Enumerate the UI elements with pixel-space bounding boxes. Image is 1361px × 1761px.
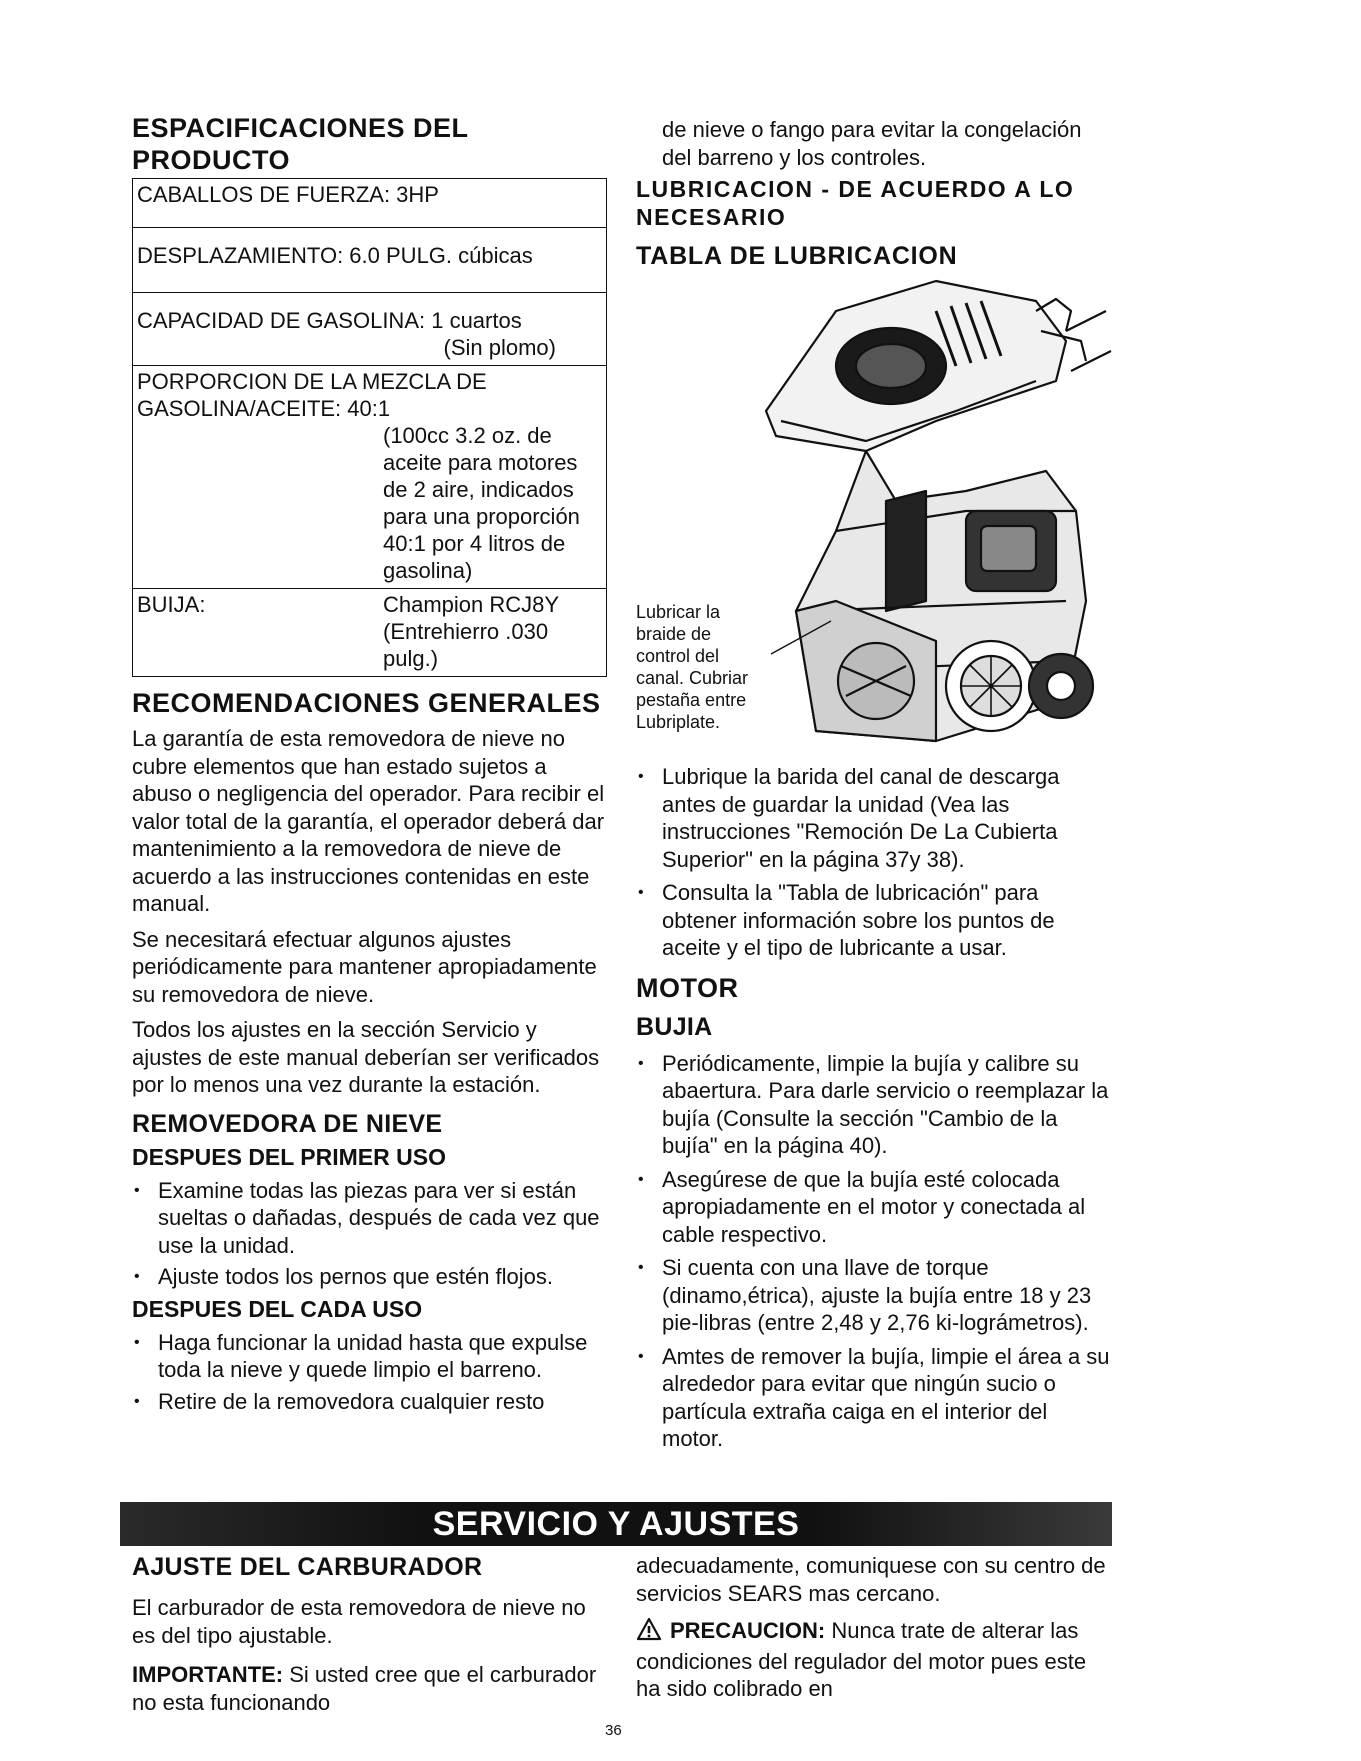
- list-item: • Periódicamente, limpie la bujía y calibre su abaertura. Para darle servicio o reemplazar la bujía (Consulte la sección "Cambio de la bujía" en la página 40).: [636, 1050, 1114, 1160]
- page-number: 36: [605, 1722, 622, 1739]
- spec-title: ESPACIFICACIONES DEL PRODUCTO: [132, 113, 469, 175]
- spec-row-fuel: [133, 293, 607, 366]
- section-banner-title: SERVICIO Y AJUSTES: [432, 1504, 800, 1543]
- lubrication-table-title: TABLA DE LUBRICACION: [636, 242, 958, 270]
- mix-note-line: para una proporción: [383, 504, 580, 529]
- callout-line: pestaña entre: [636, 690, 747, 710]
- right-column: [636, 112, 1114, 1453]
- spec-table: [132, 178, 607, 677]
- spec-plug-value: [383, 591, 559, 672]
- spec-plug-label: BUIJA:: [137, 592, 206, 617]
- important-text: Si usted cree que el carburador no esta funcionando: [132, 1662, 597, 1715]
- general-title: RECOMENDACIONES GENERALES: [132, 688, 601, 718]
- important-label: IMPORTANTE:: [132, 1662, 284, 1687]
- general-paragraph-1: La garantía de esta removedora de nieve no cubre elementos que han estado sujetos a abuso o negligencia del operador. Para recibir el valor total de la garantía, el operador deberá dar mantenimiento a la removedora de nieve de acuerdo a las instrucciones contenidas en este manual.: [132, 726, 605, 916]
- each-use-list: [132, 1329, 610, 1416]
- carburetor-paragraph: El carburador de esta removedora de nieve no es del tipo ajustable.: [132, 1595, 586, 1648]
- list-item: • Asegúrese de que la bujía esté colocada apropiadamente en el motor y conectada al cable respectivo.: [636, 1166, 1114, 1249]
- list-item: • Retire de la removedora cualquier resto: [132, 1388, 610, 1416]
- caution-text: Nunca trate de alterar las condiciones del regulador del motor pues este ha sido colibrado en: [636, 1618, 1087, 1701]
- list-item: • Haga funcionar la unidad hasta que expulse toda la nieve y quede limpio el barreno.: [132, 1329, 610, 1384]
- spec-mix-label: PORPORCION DE LA MEZCLA DE: [137, 369, 487, 394]
- spec-fuel-capacity: CAPACIDAD DE GASOLINA: 1 cuartos: [137, 308, 522, 333]
- mix-note-line: aceite para motores: [383, 450, 578, 475]
- caution-paragraph: [636, 1617, 1114, 1703]
- list-item: • Lubrique la barida del canal de descarga antes de guardar la unidad (Vea las instrucciones "Remoción De La Cubierta Superior" en la página 37y 38).: [636, 763, 1114, 873]
- caution-label: PRECAUCION:: [670, 1618, 826, 1643]
- service-paragraph: adecuadamente, comuniquese con su centro de servicios SEARS mas cercano.: [636, 1553, 1106, 1606]
- list-item: • Si cuenta con una llave de torque (dinamo,étrica), ajuste la bujía entre 18 y 23 pie-libras (entre 2,48 y 2,76 ki-lográmetros).: [636, 1254, 1114, 1337]
- bottom-left: [132, 1552, 610, 1716]
- spec-row-plug: [133, 589, 607, 677]
- spec-mix-note: [137, 422, 602, 584]
- general-paragraph-3: Todos los ajustes en la sección Servicio y ajustes de este manual deberían ser verificados por lo menos una vez durante la estación.: [132, 1017, 600, 1097]
- spec-hp: CABALLOS DE FUERZA: 3HP: [133, 179, 607, 228]
- plug-line: (Entrehierro .030: [383, 619, 549, 644]
- lubrication-callout: [636, 601, 748, 733]
- spark-plug-title: BUJIA: [636, 1012, 713, 1041]
- list-item: • Amtes de remover la bujía, limpie el área a su alrededor para evitar que ningún sucio o partícula extraña caiga en el interior del motor.: [636, 1343, 1114, 1453]
- warning-triangle-icon: [636, 1617, 662, 1648]
- list-item: • Examine todas las piezas para ver si están sueltas o dañadas, después de cada vez que use la unidad.: [132, 1177, 610, 1260]
- list-item: • Consulta la "Tabla de lubricación" para obtener información sobre los puntos de aceite y el tipo de lubricante a usar.: [636, 879, 1114, 962]
- mix-note-line: gasolina): [383, 558, 473, 583]
- plug-line: Champion RCJ8Y: [383, 592, 560, 617]
- left-column: [132, 112, 610, 1415]
- section-banner: [120, 1502, 1112, 1546]
- spark-plug-list: [636, 1050, 1114, 1453]
- spec-fuel-type: (Sin plomo): [443, 335, 556, 360]
- important-paragraph: [132, 1661, 610, 1716]
- mix-note-line: (100cc 3.2 oz. de: [383, 423, 552, 448]
- carburetor-title: AJUSTE DEL CARBURADOR: [132, 1553, 483, 1581]
- mix-note-line: 40:1 por 4 litros de: [383, 531, 566, 556]
- spec-row-displacement: [133, 228, 607, 293]
- first-use-title: DESPUES DEL PRIMER USO: [132, 1143, 446, 1170]
- spec-displacement: DESPLAZAMIENTO: 6.0 PULG. cúbicas: [133, 228, 607, 293]
- callout-line: Lubricar la: [636, 602, 721, 622]
- spec-mix-ratio: GASOLINA/ACEITE: 40:1: [137, 396, 391, 421]
- lubrication-diagram: [636, 271, 1114, 771]
- each-use-title: DESPUES DEL CADA USO: [132, 1295, 423, 1322]
- spec-row-hp: [133, 179, 607, 228]
- motor-title: MOTOR: [636, 972, 739, 1003]
- general-paragraph-2: Se necesitará efectuar algunos ajustes periódicamente para mantener apropiadamente su removedora de nieve.: [132, 926, 597, 1007]
- callout-line: Lubriplate.: [636, 712, 721, 732]
- plug-line: pulg.): [383, 646, 439, 671]
- mix-note-line: de 2 aire, indicados: [383, 477, 574, 502]
- continued-text: de nieve o fango para evitar la congelación del barreno y los controles.: [662, 117, 1082, 170]
- callout-line: braide de: [636, 624, 712, 644]
- callout-line: control del: [636, 646, 720, 666]
- bottom-right: [636, 1552, 1114, 1703]
- lubrication-list: [636, 763, 1114, 962]
- lubrication-title: LUBRICACION - DE ACUERDO A LO NECESARIO: [636, 176, 1075, 230]
- snowblower-title: REMOVEDORA DE NIEVE: [132, 1109, 443, 1138]
- spec-row-mix: [133, 366, 607, 589]
- list-item: • Ajuste todos los pernos que estén flojos.: [132, 1263, 610, 1291]
- callout-line: canal. Cubriar: [636, 668, 749, 688]
- first-use-list: [132, 1177, 610, 1291]
